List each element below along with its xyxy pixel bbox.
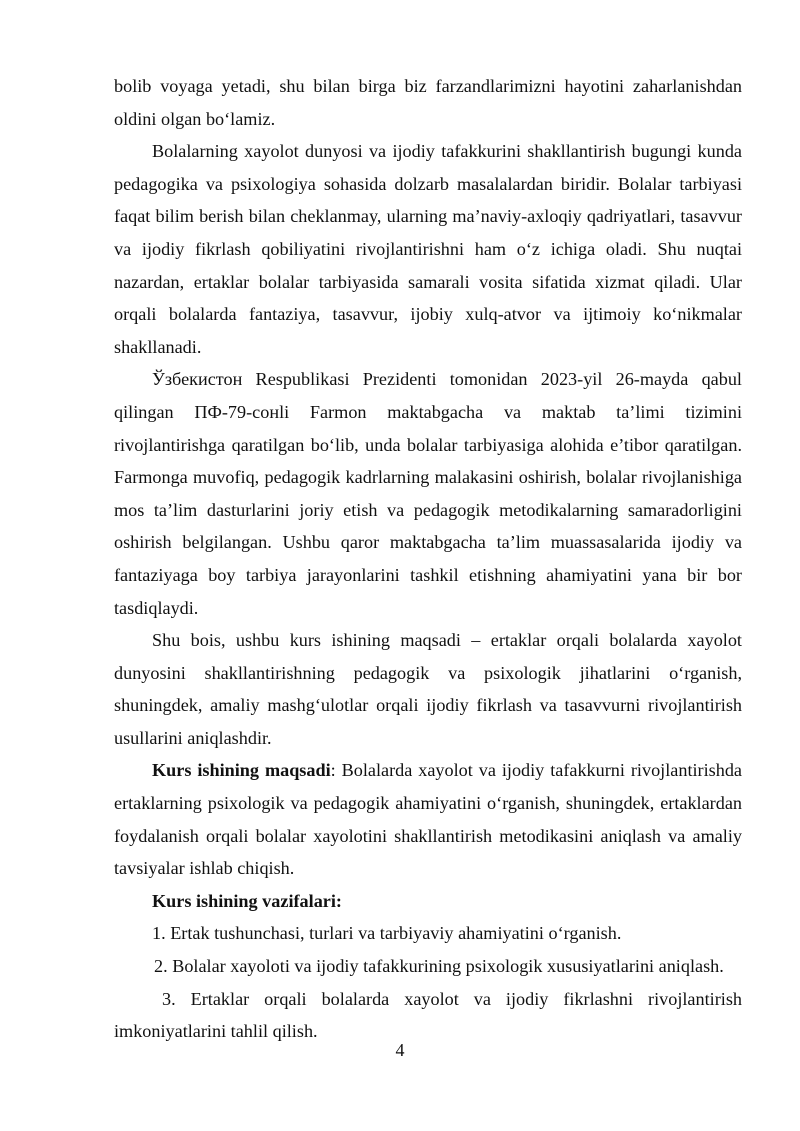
page-number: 4 (395, 1040, 405, 1060)
task-item: 2. Bolalar xayoloti va ijodiy tafakkurining psixologik xususiyatlarini aniqlash. (154, 956, 724, 977)
goal-text: : Bolalarda xayolot va ijodiy tafakkurni rivojlantirishda ertaklarning psixologik va pedagogik ahamiyatini o‘rganish, shuningdek, ertaklardan foydalanish orqali bolalar xayolotini shakllantirish metodikasini aniqlash va amaliy tavsiyalar ishlab chiqish. (114, 760, 742, 879)
document-page (114, 70, 742, 1048)
paragraph-continuation: bolib voyaga yetadi, shu bilan birga biz farzandlarimizni hayotini zaharlanishdan oldini olgan bo‘lamiz. (114, 76, 742, 129)
task-item: 1. Ertak tushunchasi, turlari va tarbiyaviy ahamiyatini o‘rganish. (152, 923, 622, 944)
paragraph-decree: Ўзбекистон Respublikasi Prezidenti tomonidan 2023-yil 26-mayda qabul qilingan ПФ-79-сонli Farmon maktabgacha va maktab ta’limi tizimini rivojlantirishga qaratilgan bo‘lib, unda bolalar tarbiyasiga alohida e’tibor qaratilgan. Farmonga muvofiq, pedagogik kadrlarning malakasini oshirish, bolalar rivojlanishiga mos ta’lim dasturlarini joriy etish va pedagogik metodikalarning samaradorligini oshirish belgilangan. Ushbu qaror maktabgacha ta’lim muassasalarida ijodiy va fantaziyaga boy tarbiya jarayonlarini tashkil etishning ahamiyatini yana bir bor tasdiqlaydi. (114, 369, 742, 618)
task-item: 3. Ertaklar orqali bolalarda xayolot va ijodiy fikrlashni rivojlantirish imkoniyatlarini tahlil qilish. (114, 988, 742, 1042)
paragraph-purpose: Shu bois, ushbu kurs ishining maqsadi – ertaklar orqali bolalarda xayolot dunyosini shakllantirishning pedagogik va psixologik jihatlarini o‘rganish, shuningdek, amaliy mashg‘ulotlar orqali ijodiy fikrlash va tasavvurni rivojlantirish usullarini aniqlashdir. (114, 630, 742, 748)
paragraph-introduction: Bolalarning xayolot dunyosi va ijodiy tafakkurini shakllantirish bugungi kunda pedagogika va psixologiya sohasida dolzarb masalalardan biridir. Bolalar tarbiyasi faqat bilim berish bilan cheklanmay, ularning ma’naviy-axloqiy qadriyatlari, tasavvur va ijodiy fikrlash qobiliyatini rivojlantirishni ham o‘z ichiga oladi. Shu nuqtai nazardan, ertaklar bolalar tarbiyasida samarali vosita sifatida xizmat qiladi. Ular orqali bolalarda fantaziya, tasavvur, ijobiy xulq-atvor va ijtimoiy ko‘nikmalar shakllanadi. (114, 141, 742, 357)
tasks-heading: Kurs ishining vazifalari: (152, 890, 342, 911)
goal-label: Kurs ishining maqsadi (152, 760, 331, 781)
paragraph-goal (114, 754, 742, 884)
